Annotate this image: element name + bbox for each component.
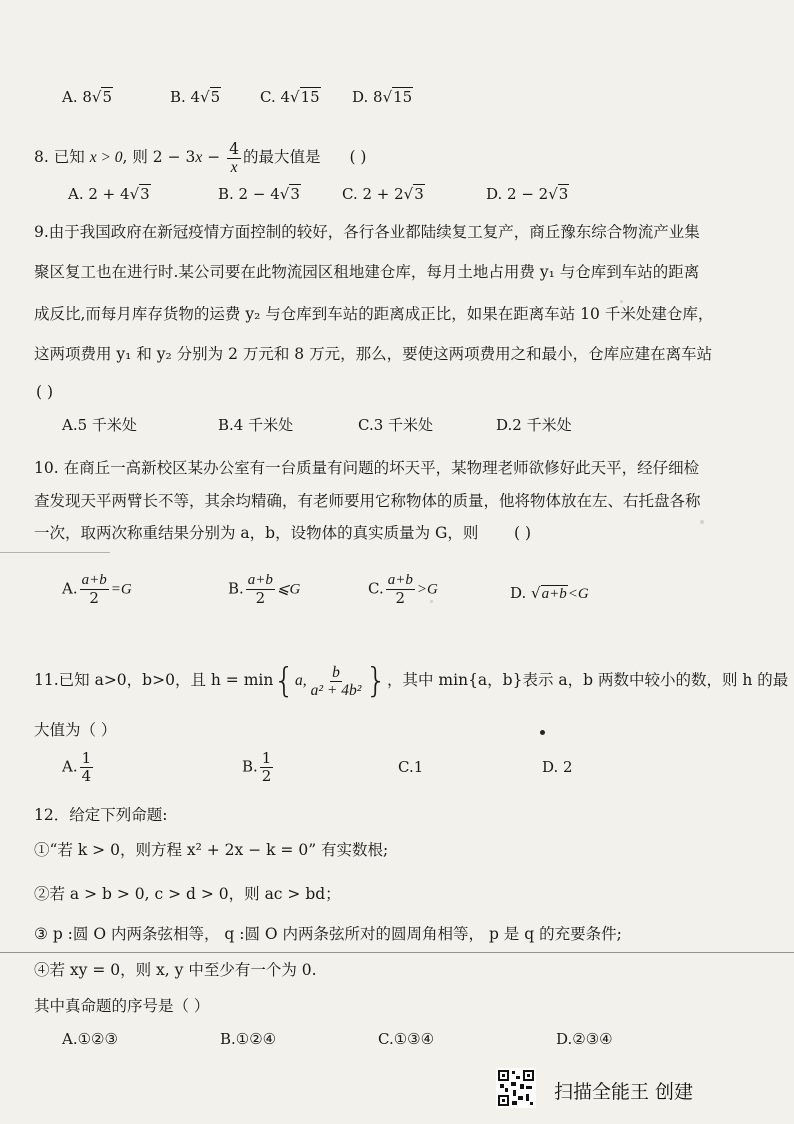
q9-line-2: 聚区复工也在进行时.某公司要在此物流园区租地建仓库，每月土地占用费 y₁ 与仓库到车站的距离 [34, 263, 700, 281]
q9-option-d: D.2 千米处 [496, 416, 572, 434]
q10-line-2: 查发现天平两臂长不等，其余均精确，有老师要用它称物体的质量，他将物体放在左、右托盘各称 [34, 492, 701, 510]
q11-option-d: D. 2 [542, 758, 573, 776]
q7-option-d: D. 8√15 [352, 88, 413, 106]
q12-proposition-2: ②若 a > b > 0, c > d > 0，则 ac > bd； [34, 885, 341, 903]
scan-fold-line [0, 952, 794, 953]
q12-option-c: C.①③④ [378, 1030, 435, 1048]
scan-line [0, 552, 110, 553]
q10-line-3: 一次，取两次称重结果分别为 a，b，设物体的真实质量为 G，则 [34, 524, 479, 542]
q12-proposition-4: ④若 xy = 0，则 x, y 中至少有一个为 0. [34, 961, 317, 979]
qr-code-icon [496, 1068, 536, 1108]
q12-option-a: A.①②③ [62, 1030, 118, 1048]
q10-option-a: A. $\frac{a+b}{2}$ =G [62, 572, 132, 607]
scan-speck [700, 520, 704, 524]
q9-answer-paren: ( ) [36, 383, 54, 401]
q11-option-a: A. $\frac{1}{4}$ [62, 749, 92, 785]
q12-question: 其中真命题的序号是（ ） [34, 997, 210, 1015]
q8-option-b: B. 2 − 4√3 [218, 185, 300, 203]
scanner-watermark: 扫描全能王 创建 [554, 1081, 694, 1103]
q12-option-d: D.②③④ [556, 1030, 613, 1048]
scan-speck [620, 300, 623, 303]
q12-line-1: 12．给定下列命题: [34, 806, 168, 824]
q8-fraction: $\frac{4}{x}$ [229, 139, 239, 176]
q8-option-a: A. 2 + 4√3 [68, 185, 150, 203]
q8-stem: 8. 已知 x > 0, 则 2 − 3x − $\frac{4}{x}$ 的最大值是 ( ) [34, 139, 367, 176]
q12-proposition-1: ①“若 k > 0，则方程 x² + 2x − k = 0” 有实数根; [34, 841, 389, 859]
q10-option-b: B. $\frac{a+b}{2}$ ⩽G [228, 572, 301, 607]
q7-option-b: B. 4√5 [170, 88, 221, 106]
q9-line-3: 成反比,而每月库存货物的运费 y₂ 与仓库到车站的距离成正比，如果在距离车站 10 千米处建仓库， [34, 305, 714, 323]
q9-option-c: C.3 千米处 [358, 416, 434, 434]
q9-line-1: 9.由于我国政府在新冠疫情方面控制的较好，各行各业都陆续复工复产，商丘豫东综合物流产业集 [34, 223, 700, 241]
scan-speck [540, 730, 545, 735]
q10-line-1: 10. 在商丘一高新校区某办公室有一台质量有问题的坏天平，某物理老师欲修好此天平，经仔细检 [34, 459, 700, 477]
q7-option-c: C. 4√15 [260, 88, 320, 106]
q11-option-c: C.1 [398, 758, 424, 776]
q8-option-c: C. 2 + 2√3 [342, 185, 424, 203]
scan-speck [430, 600, 433, 603]
q10-option-c: C. $\frac{a+b}{2}$ >G [368, 572, 438, 607]
q9-option-b: B.4 千米处 [218, 416, 294, 434]
q9-line-4: 这两项费用 y₁ 和 y₂ 分别为 2 万元和 8 万元，那么，要使这两项费用之和最小，仓库应建在离车站 [34, 345, 713, 363]
q8-option-d: D. 2 − 2√3 [486, 185, 569, 203]
q11-stem: 11.已知 a>0，b>0，且 h = min{a, $\frac{b}{\text{a² + 4b²}}$ }，其中 min{a，b}表示 a，b 两数中较小的数，则 h 的最 [34, 661, 789, 701]
q12-option-b: B.①②④ [220, 1030, 277, 1048]
q10-answer-paren: ( ) [514, 524, 532, 542]
q11-option-b: B. $\frac{1}{2}$ [242, 749, 272, 785]
q11-line-2: 大值为（ ） [34, 721, 117, 739]
q10-option-d: D. √a+b<G [510, 584, 589, 602]
q7-option-a: A. 8√5 [62, 88, 113, 106]
q9-option-a: A.5 千米处 [62, 416, 137, 434]
q12-proposition-3: ③ p :圆 O 内两条弦相等， q :圆 O 内两条弦所对的圆周角相等， p 是 q 的充要条件; [34, 925, 622, 943]
